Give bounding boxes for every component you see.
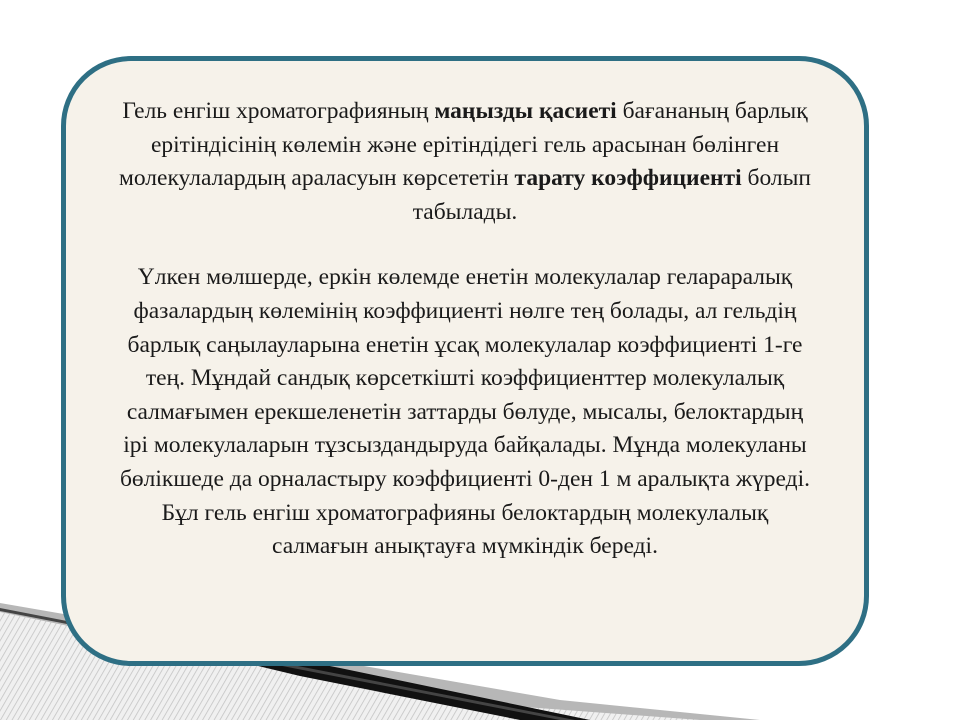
content-card	[61, 56, 869, 666]
paragraph-1-text-a: Гель енгіш хроматографияның	[122, 98, 435, 124]
paragraph-1-text-c: болып табылады.	[412, 165, 812, 225]
paragraph-2: Үлкен мөлшерде, еркін көлемде енетін молекулалар гелараралық фазалардың көлемінің коэффициенті нөлге тең болады, ал гельдің барлық саңылауларына енетін ұсақ молекулалар коэффициенті 1-ге тең. Мұндай сандық көрсеткішті коэффициенттер молекулалық салмағымен ерекшеленетін заттарды бөлуде, мысалы, белоктардың ірі молекулаларын тұзсыздандыруда байқалады. Мұнда молекуланы бөлікшеде да орналастыру коэффициенті 0-ден 1 м аралықта жүреді. Бұл гель енгіш хроматографияны белоктардың молекулалық салмағын анықтауға мүмкіндік береді.	[119, 264, 811, 560]
paragraph-1-bold-a: маңызды қасиеті	[434, 98, 617, 124]
paragraph-1-bold-b: тарату коэффициенті	[514, 165, 742, 192]
paragraph-1-text-b: бағананың барлық ерітіндісінің көлемін және ерітіндідегі гель арасынан бөлінген молекулалардың араласуын көрсететін	[118, 98, 808, 192]
paragraph-1	[116, 95, 814, 229]
